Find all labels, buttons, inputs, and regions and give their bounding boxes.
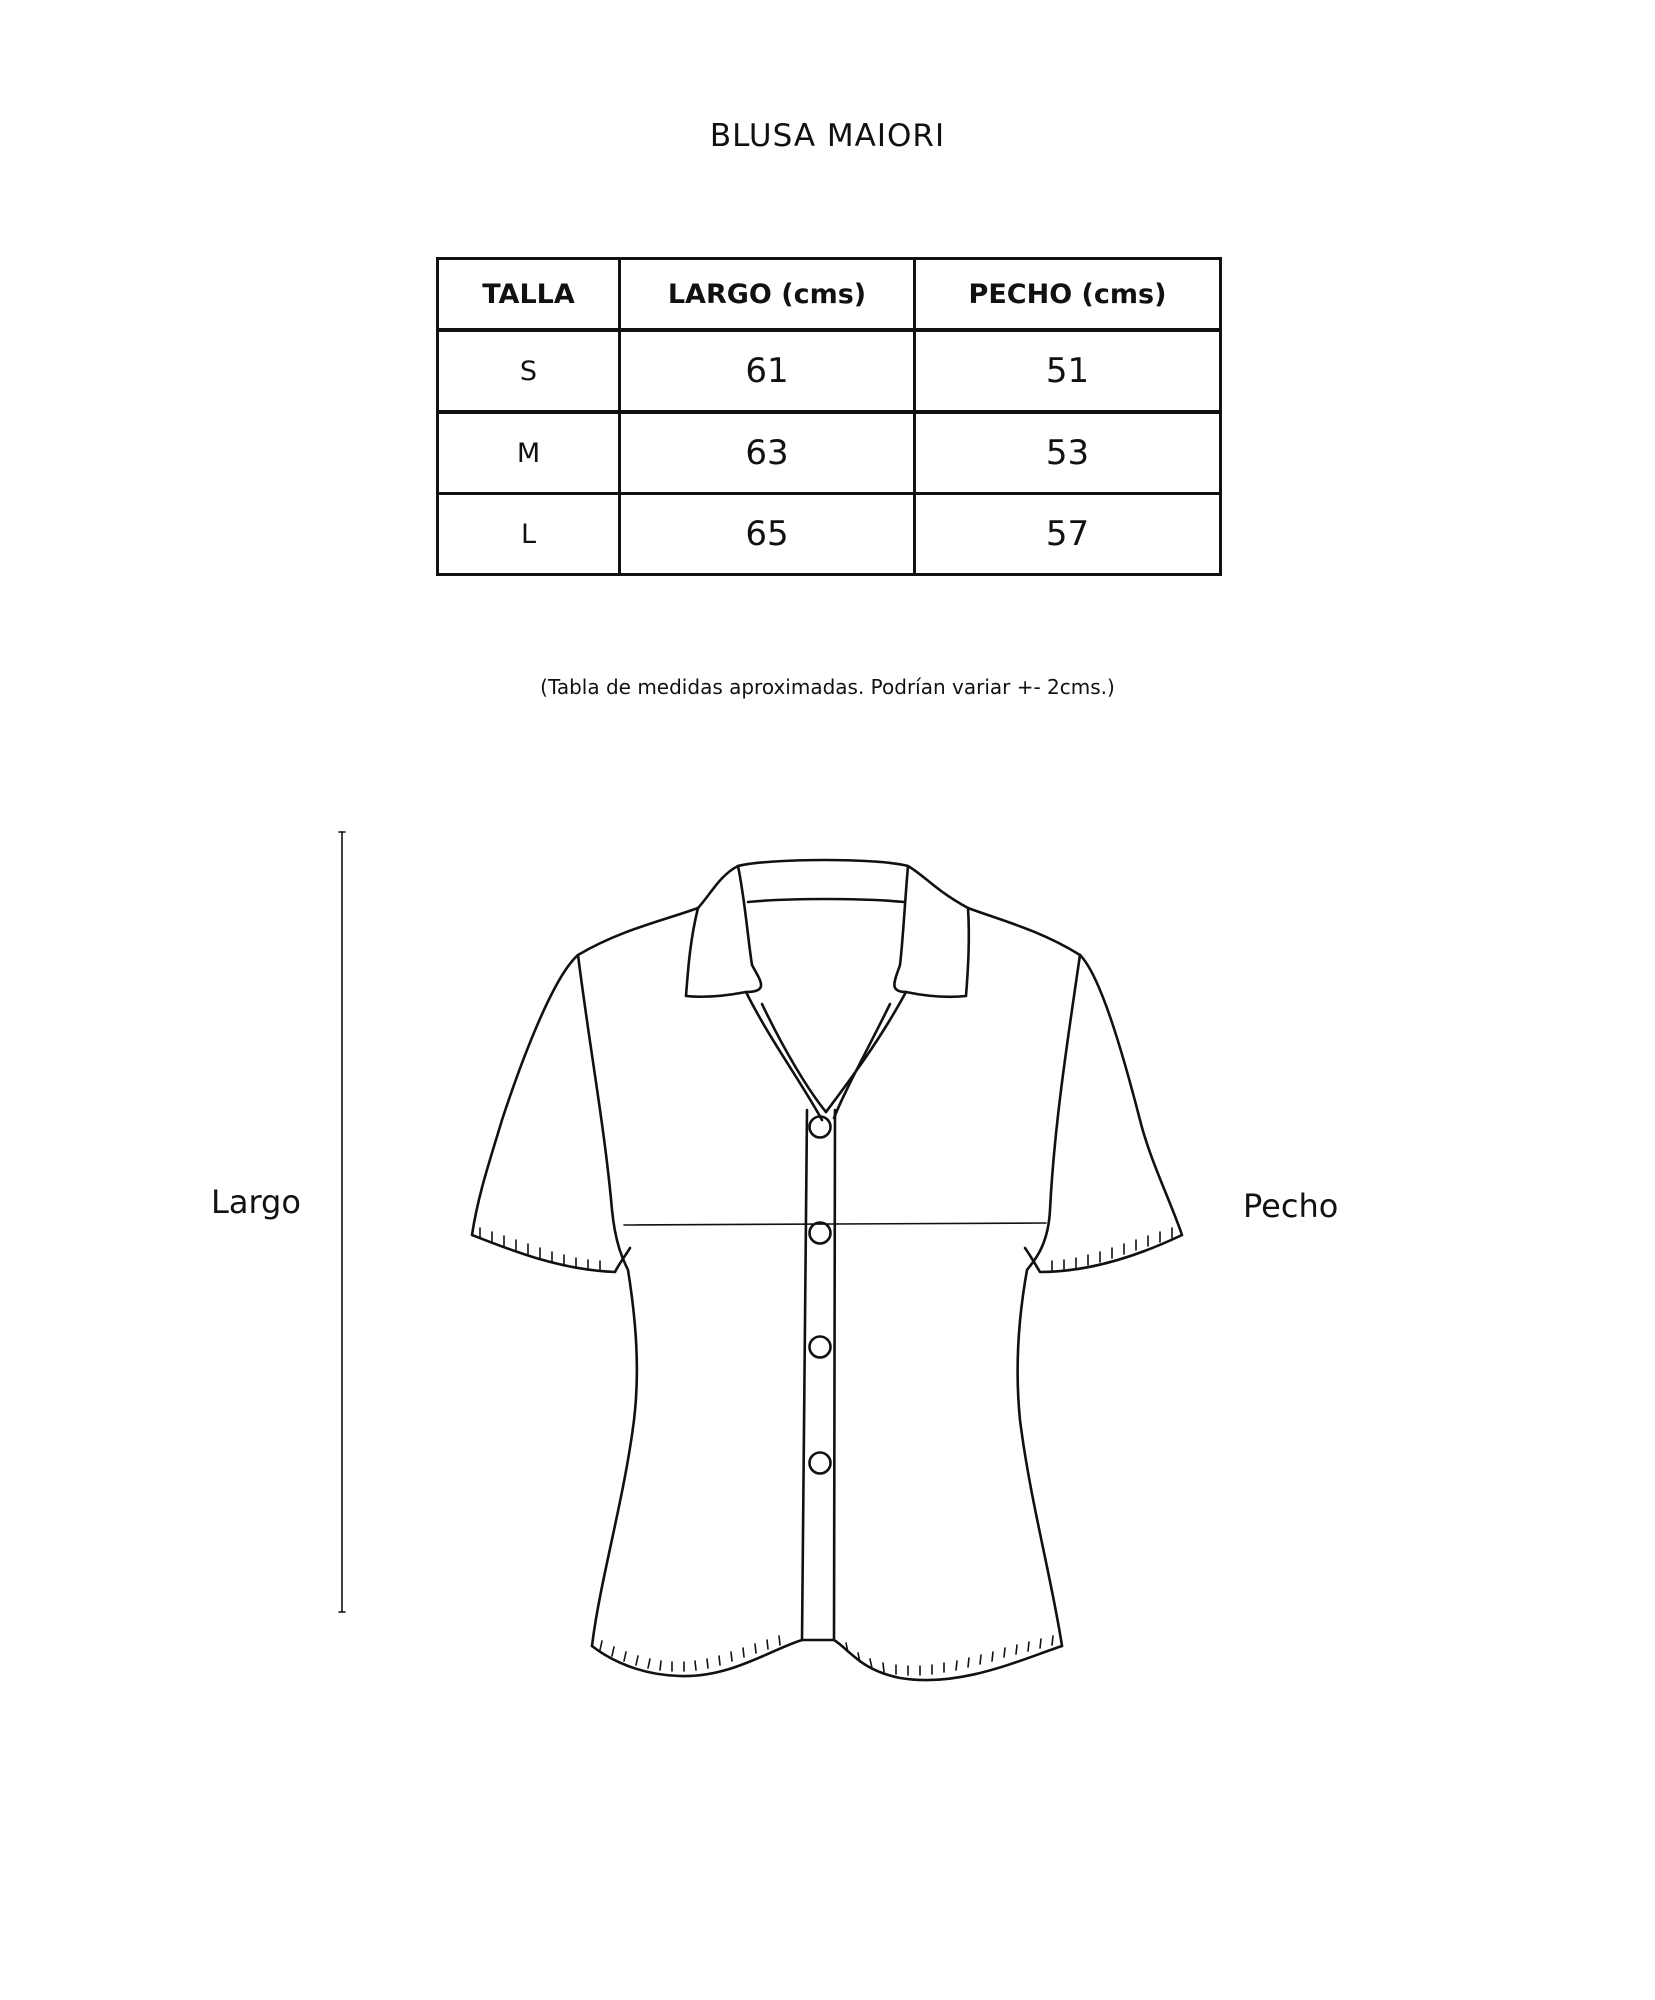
cell-talla: M [438, 412, 620, 494]
pecho-measure-line [624, 1223, 1046, 1225]
cell-talla: L [438, 494, 620, 575]
cell-largo: 61 [620, 330, 915, 412]
header-pecho: PECHO (cms) [915, 259, 1221, 331]
shirt-outline-icon [472, 860, 1182, 1680]
page-title: BLUSA MAIORI [709, 118, 946, 154]
cell-pecho: 53 [915, 412, 1221, 494]
header-largo: LARGO (cms) [620, 259, 915, 331]
cell-talla: S [438, 330, 620, 412]
pecho-label: Pecho [1243, 1187, 1339, 1225]
measurement-note: (Tabla de medidas aproximadas. Podrían variar +- 2cms.) [540, 675, 1115, 699]
cell-largo: 65 [620, 494, 915, 575]
largo-label: Largo [211, 1183, 301, 1221]
cell-pecho: 57 [915, 494, 1221, 575]
cell-pecho: 51 [915, 330, 1221, 412]
cell-largo: 63 [620, 412, 915, 494]
header-talla: TALLA [438, 259, 620, 331]
largo-measure-line [339, 832, 345, 1612]
